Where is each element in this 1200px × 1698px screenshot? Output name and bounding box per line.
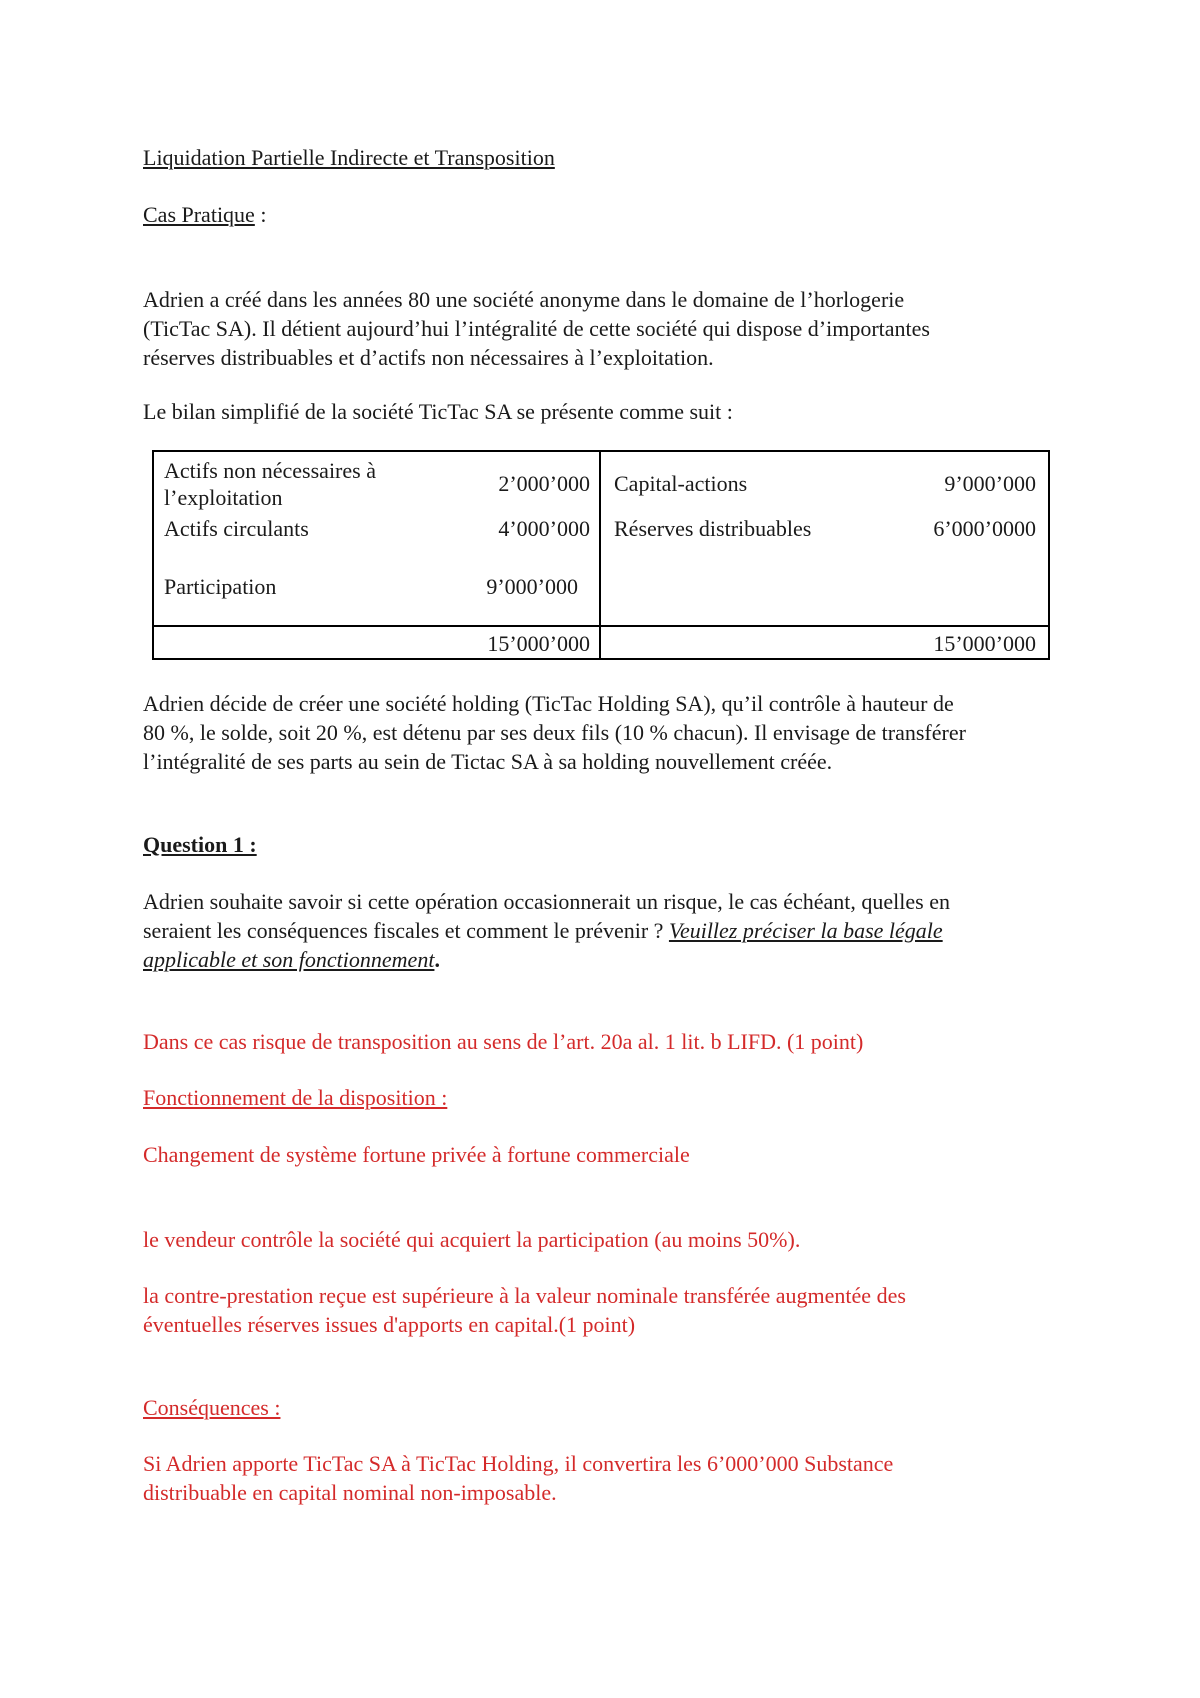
answer-change: Changement de système fortune privée à fortune commerciale: [143, 1142, 690, 1167]
balance-sheet-table: [152, 450, 1050, 660]
answer-controle: le vendeur contrôle la société qui acquiert la participation (au moins 50%).: [143, 1227, 801, 1252]
intro-line-3: réserves distribuables et d’actifs non nécessaires à l’exploitation.: [143, 345, 714, 370]
right-row-1-label: Capital-actions: [614, 471, 748, 496]
answer-risk: Dans ce cas risque de transposition au sens de l’art. 20a al. 1 lit. b LIFD. (1 point): [143, 1029, 864, 1054]
question-1-heading: Question 1 :: [143, 832, 257, 857]
left-row-3-label: Participation: [164, 574, 277, 599]
left-row-1-label: Actifs non nécessaires à l’exploitation: [164, 458, 376, 510]
left-row-2-label: Actifs circulants: [164, 516, 309, 541]
document-title: Liquidation Partielle Indirecte et Transposition: [143, 145, 555, 170]
left-row-3-value: 9’000’000: [486, 574, 578, 599]
holding-paragraph: [143, 689, 1063, 776]
cas-pratique-heading: [143, 200, 266, 229]
right-row-2-value: 6’000’0000: [933, 516, 1036, 541]
question-line-2: seraient les conséquences fiscales et comment le prévenir ? Veuillez préciser la base légale: [143, 918, 943, 943]
left-row-1-value: 2’000’000: [498, 471, 590, 496]
question-emphasis-1: Veuillez préciser la base légale: [668, 918, 943, 943]
holding-line-3: l’intégralité de ses parts au sein de Tictac SA à sa holding nouvellement créée.: [143, 749, 833, 774]
cas-pratique-label: Cas Pratique: [143, 202, 255, 227]
intro-line-1: Adrien a créé dans les années 80 une société anonyme dans le domaine de l’horlogerie: [143, 287, 905, 312]
question-1-text: [143, 887, 1063, 974]
intro-line-2: (TicTac SA). Il détient aujourd’hui l’intégralité de cette société qui dispose d’importantes: [143, 316, 930, 341]
holding-line-1: Adrien décide de créer une société holding (TicTac Holding SA), qu’il contrôle à hauteur de: [143, 691, 954, 716]
right-row-1-value: 9’000’000: [944, 471, 1036, 496]
total-right: 15’000’000: [933, 631, 1036, 656]
left-row-2-value: 4’000’000: [498, 516, 590, 541]
table-divider-horizontal: [154, 625, 1048, 627]
table-divider-vertical: [599, 452, 601, 658]
question-emphasis-2: applicable et son fonctionnement: [143, 947, 435, 972]
question-line-3: applicable et son fonctionnement.: [143, 947, 440, 972]
holding-line-2: 80 %, le solde, soit 20 %, est détenu par ses deux fils (10 % chacun). Il envisage de transférer: [143, 720, 966, 745]
total-left: 15’000’000: [487, 631, 590, 656]
intro-paragraph: [143, 285, 1063, 372]
bilan-intro: Le bilan simplifié de la société TicTac SA se présente comme suit :: [143, 399, 733, 424]
question-line-1: Adrien souhaite savoir si cette opération occasionnerait un risque, le cas échéant, quelles en: [143, 889, 950, 914]
answer-fonctionnement-label: Fonctionnement de la disposition :: [143, 1085, 448, 1110]
answer-consequences: Si Adrien apporte TicTac SA à TicTac Holding, il convertira les 6’000’000 Substance distribuable en capital nominal non-imposable.: [143, 1451, 894, 1505]
answer-contre-prestation: la contre-prestation reçue est supérieure à la valeur nominale transférée augmentée des éventuelles réserves issues d'apports en capital.(1 point): [143, 1283, 906, 1337]
right-row-2-label: Réserves distribuables: [614, 516, 812, 541]
cas-pratique-colon: :: [254, 202, 267, 227]
answer-consequences-label: Conséquences :: [143, 1395, 281, 1420]
